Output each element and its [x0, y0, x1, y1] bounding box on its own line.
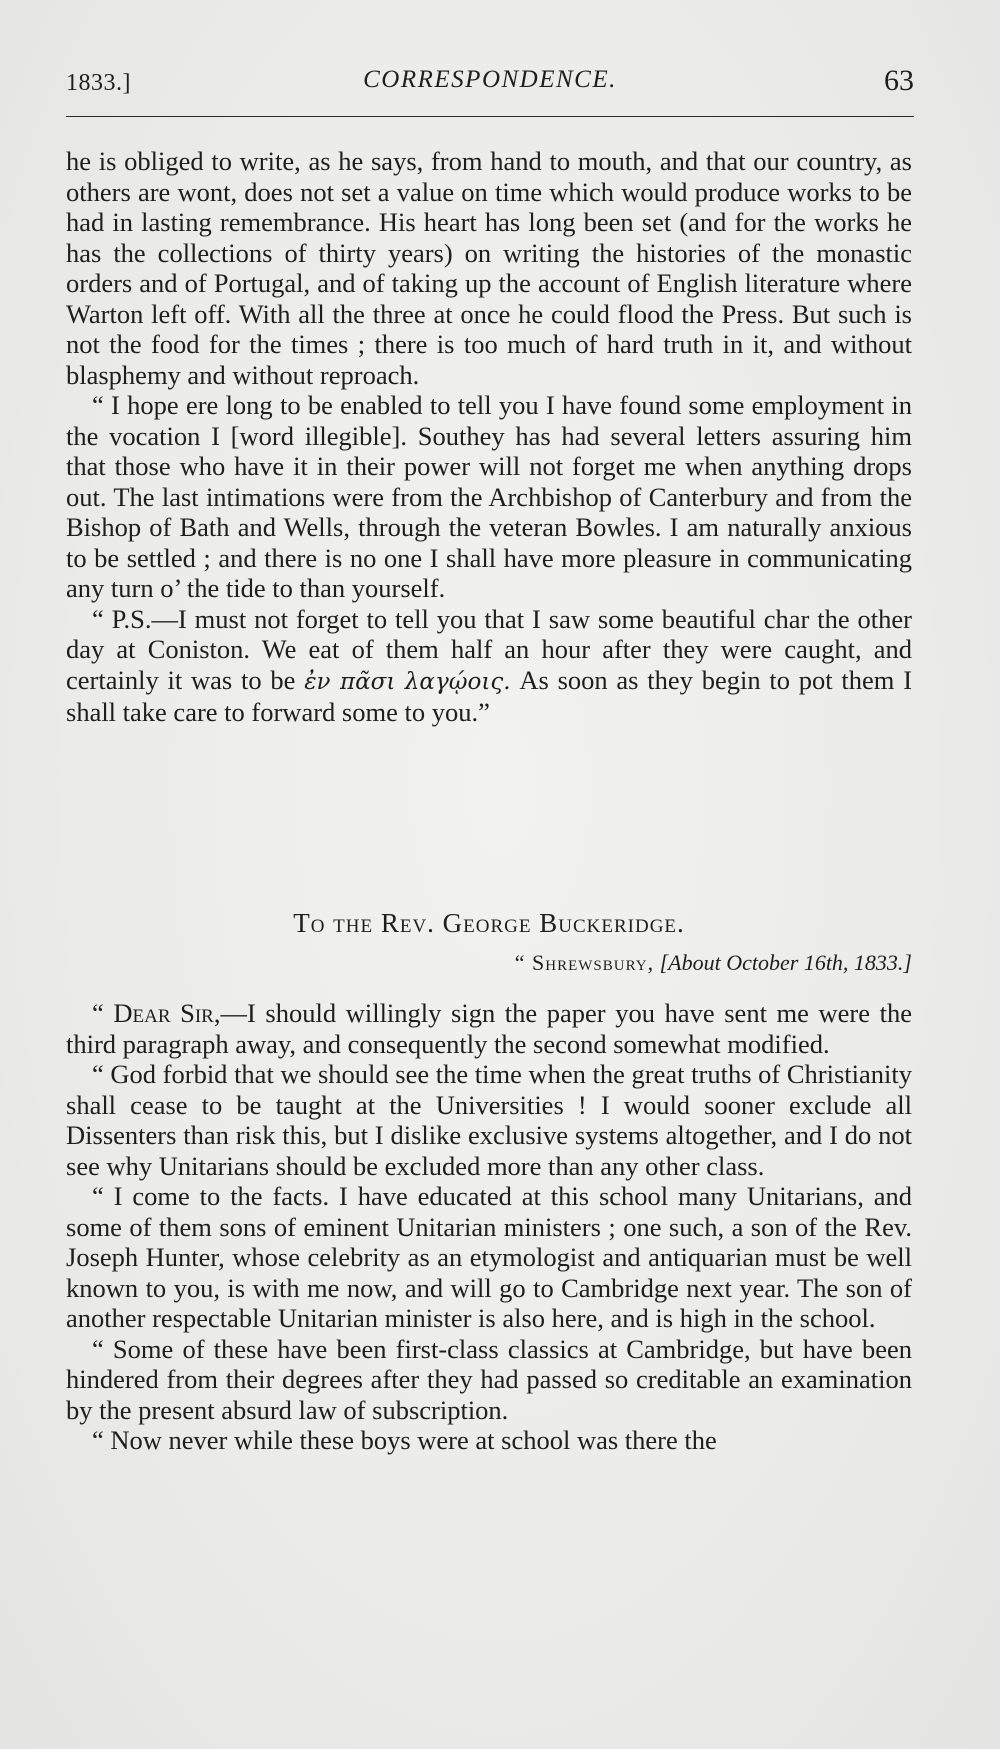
paragraph-now-never: “ Now never while these boys were at school was there the: [92, 1425, 717, 1455]
paragraph-hope: “ I hope ere long to be enabled to tell you I have found some employment in the vocation I [word illegible]. Southey has had several letters assuring him that those who have it in their power will not forget me when anything drops out. The last intimations were from the Archbishop of Canterbury and from the Bishop of Bath and Wells, through the veteran Bowles. I am naturally anxious to be settled ; and there is no one I shall have more pleasure in communicating any turn o’ the tide to than yourself.: [66, 390, 912, 603]
paragraph-continuation: he is obliged to write, as he says, from hand to mouth, and that our country, as others are wont, does not set a value on time which would produce works to be had in lasting remembrance. His heart has long been set (and for the works he has the collections of thirty years) on writing the histories of the monastic orders and of Portugal, and of taking up the account of English literature where Warton left off. With all the three at once he could flood the Press. But such is not the food for the times ; there is too much of hard truth in it, and without blasphemy and without reproach.: [66, 146, 912, 390]
letter-heading: To the Rev. George Buckeridge.: [293, 908, 685, 938]
paragraph-postscript: [66, 604, 912, 728]
salutation-rest: —I should willingly sign the paper you have sent me were the third paragraph away, and consequently the second somewhat modified.: [66, 998, 912, 1059]
letter-dateline: [515, 950, 912, 976]
postscript-text: “ P.S.—I must not forget to tell you that I saw some beautiful char the other day at Coniston. We eat of them half an hour after they were caught, and certainly it was to be: [66, 603, 912, 695]
page-number: 63: [884, 64, 914, 97]
paragraph-first-class: “ Some of these have been first-class classics at Cambridge, but have been hindered from their degrees after they had passed so creditable an examination by the present absurd law of subscription.: [66, 1333, 912, 1425]
paragraph-salutation: [66, 998, 912, 1059]
dateline-date: [About October 16th, 1833.]: [659, 950, 912, 975]
dateline-place: “ Shrewsbury,: [514, 950, 655, 975]
header-title: CORRESPONDENCE.: [363, 66, 617, 93]
header-year: 1833.]: [66, 70, 131, 96]
greek-phrase: ἐν πᾶσι λαγῴοις.: [304, 668, 511, 695]
salutation: “ Dear Sir,: [92, 998, 221, 1028]
header-rule: [66, 116, 914, 117]
paragraph-god-forbid: “ God forbid that we should see the time when the great truths of Christianity shall cease to be taught at the Universities ! I would sooner exclude all Dissenters than risk this, but I dislike exclusive systems altogether, and I do not see why Unitarians should be excluded more than any other class.: [66, 1059, 912, 1181]
paragraph-facts: “ I come to the facts. I have educated at this school many Unitarians, and some of them sons of eminent Unitarian ministers ; one such, a son of the Rev. Joseph Hunter, whose celebrity as an etymologist and antiquarian must be well known to you, is with me now, and will go to Cambridge next year. The son of another respectable Unitarian minister is also here, and is high in the school.: [66, 1181, 912, 1333]
running-head: [66, 62, 914, 102]
continuation-text: [66, 146, 912, 728]
letter-body: [66, 998, 912, 1456]
postscript-end: As soon as they begin to pot them I shall take care to forward some to you.”: [66, 664, 913, 727]
